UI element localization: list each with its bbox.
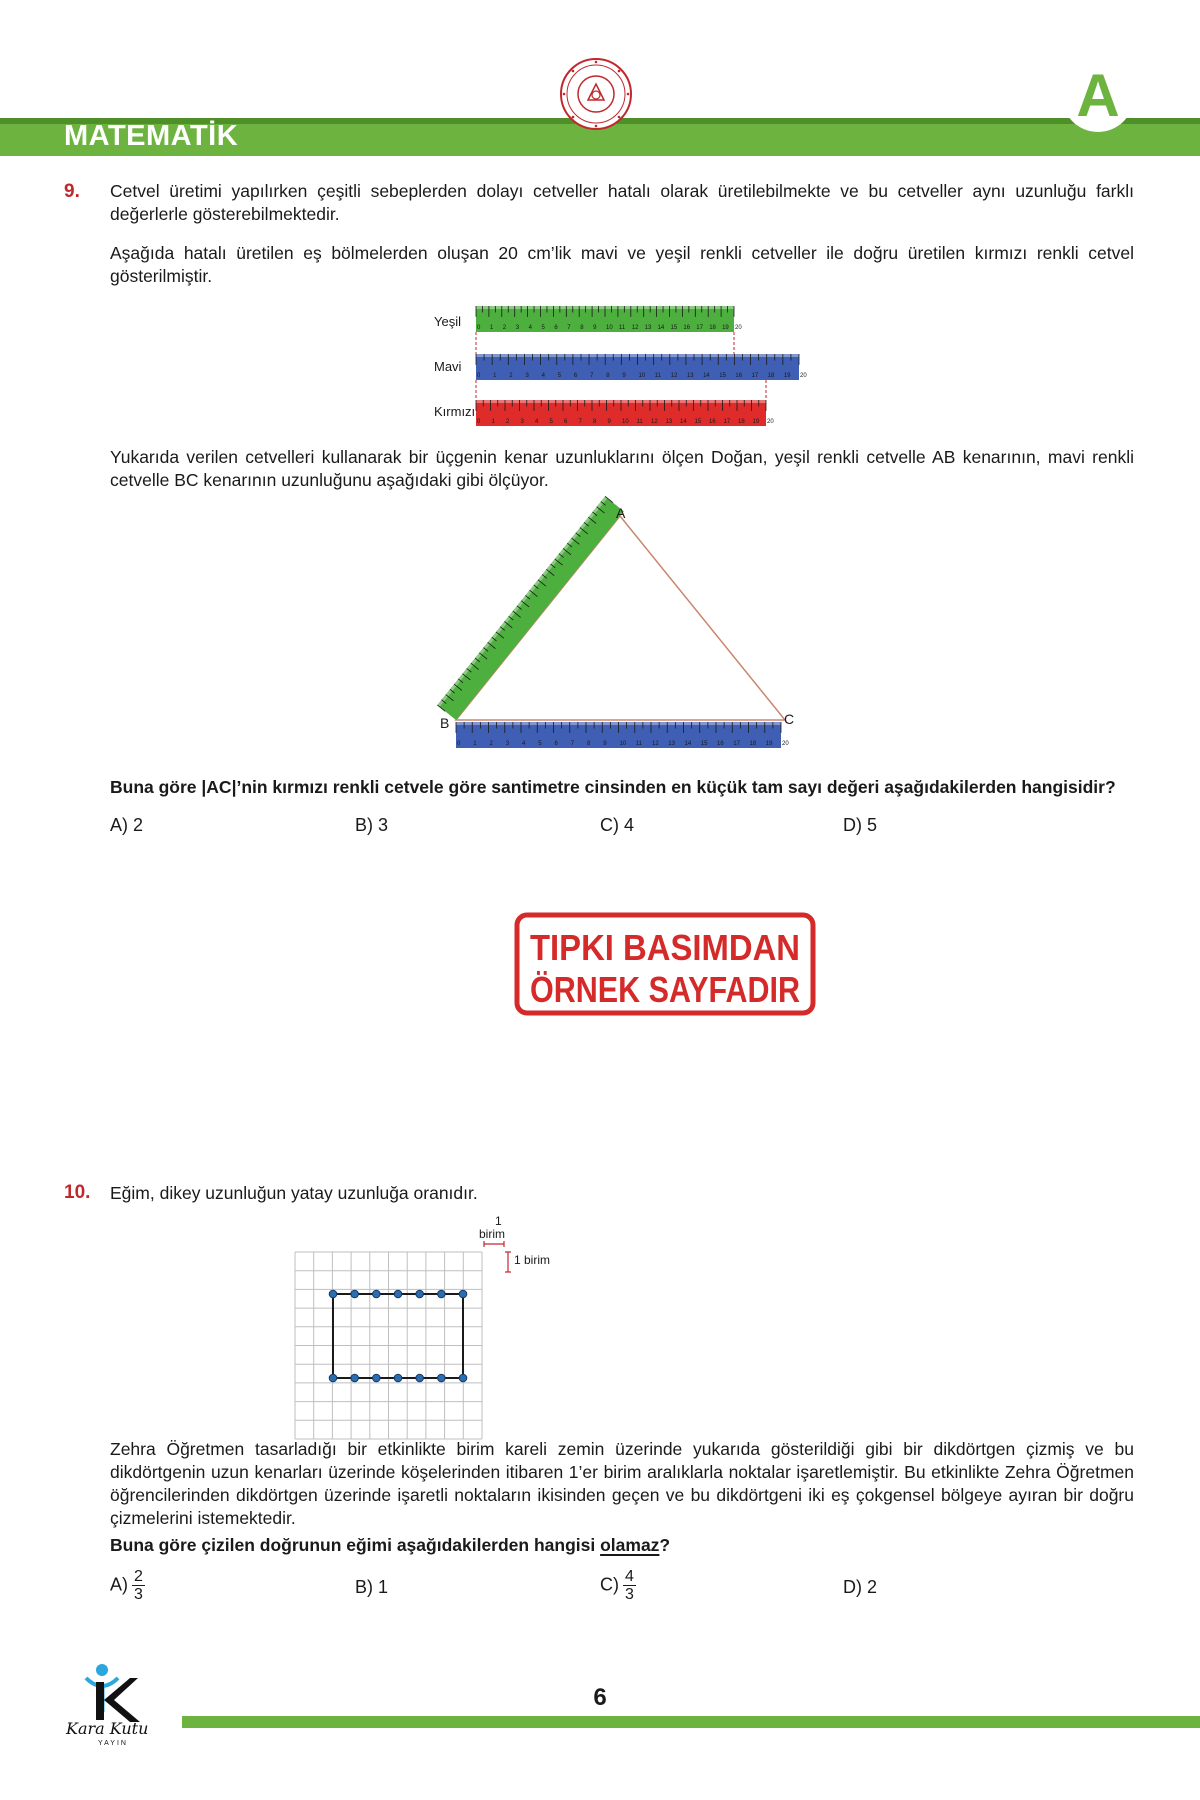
svg-text:6: 6 (573, 373, 578, 379)
rectangle-shape (333, 1294, 463, 1378)
svg-text:18: 18 (749, 741, 757, 747)
sample-page-stamp (514, 912, 816, 1016)
svg-text:17: 17 (723, 419, 731, 425)
svg-text:2: 2 (509, 373, 513, 379)
svg-text:5: 5 (557, 373, 562, 379)
svg-text:12: 12 (651, 419, 658, 425)
svg-text:19: 19 (783, 373, 791, 379)
triangle-abc (456, 516, 785, 720)
svg-text:9: 9 (603, 741, 607, 747)
q9-option-b[interactable]: B) 3 (355, 815, 389, 835)
svg-text:13: 13 (668, 741, 675, 747)
svg-text:19: 19 (765, 741, 773, 747)
svg-text:10: 10 (638, 373, 646, 379)
svg-text:17: 17 (751, 373, 759, 379)
svg-text:3: 3 (520, 419, 524, 425)
svg-text:16: 16 (735, 373, 743, 379)
question-10-intro: Eğim, dikey uzunluğun yatay uzunluğa oranıdır. (110, 1183, 478, 1203)
svg-text:8: 8 (593, 419, 597, 425)
q9-option-c[interactable]: C) 4 (600, 815, 635, 835)
svg-text:12: 12 (631, 325, 639, 331)
svg-text:0: 0 (477, 325, 481, 331)
svg-text:3: 3 (525, 373, 529, 379)
ruler-label-red: Kırmızı (434, 404, 476, 419)
question-10-paragraph: Zehra Öğretmen tasarladığı bir etkinlikte birim kareli zemin üzerinde yukarıda gösterildiği gibi bir dikdörtgen çizmiş ve bu dikdörtgenin uzun kenarları üzerinde köşelerinden itibaren 1’er birim aralıklarla noktalar işaretlemiştir. Bu etkinlikte Zehra Öğretmen öğrencilerinden dikdörtgen üzerinde işaretli noktaların ikisinden geçen ve bu dikdörtgeni iki eş çokgensel bölgeye ayıran bir doğru çizmelerini istemektedir. (110, 1439, 1134, 1528)
svg-text:3: 3 (515, 325, 520, 331)
svg-text:4: 4 (541, 373, 545, 379)
marked-dot-top (373, 1290, 381, 1298)
svg-text:0: 0 (477, 419, 481, 425)
ministry-seal-icon (558, 56, 634, 132)
svg-text:7: 7 (578, 419, 582, 425)
svg-text:4: 4 (535, 419, 539, 425)
svg-text:5: 5 (541, 325, 545, 331)
svg-text:5: 5 (549, 419, 553, 425)
svg-text:7: 7 (570, 741, 575, 747)
blue-ruler (476, 354, 807, 380)
svg-text:1: 1 (473, 741, 477, 747)
marked-dot-top (438, 1290, 446, 1298)
question-10-number: 10. (64, 1182, 91, 1203)
ruler-label-green: Yeşil (434, 314, 461, 329)
svg-text:20: 20 (782, 741, 789, 747)
unit-top-label: birim (479, 1227, 505, 1241)
green-ruler-on-ab (437, 496, 623, 720)
svg-text:10: 10 (619, 741, 627, 747)
svg-text:2: 2 (489, 741, 493, 747)
stamp-line-2: ÖRNEK SAYFADIR (530, 969, 800, 1010)
svg-text:20: 20 (735, 325, 742, 331)
q10-option-d[interactable]: D) 2 (843, 1577, 878, 1597)
grid-figure (280, 1212, 580, 1432)
svg-text:15: 15 (700, 741, 708, 747)
svg-text:14: 14 (684, 741, 692, 747)
svg-text:14: 14 (657, 325, 665, 331)
marked-dot-bottom (438, 1374, 446, 1382)
svg-text:7: 7 (567, 325, 571, 331)
marked-dot-top (459, 1290, 467, 1298)
question-9-prompt: Buna göre |AC|’nin kırmızı renkli cetvele göre santimetre cinsinden en küçük tam sayı değeri aşağıdakilerden hangisidir? (110, 777, 1116, 797)
footer-bar (182, 1716, 1200, 1728)
svg-text:18: 18 (738, 419, 745, 425)
svg-text:18: 18 (767, 373, 775, 379)
marked-dot-top (394, 1290, 402, 1298)
svg-text:6: 6 (554, 325, 558, 331)
question-9-paragraph-1: Cetvel üretimi yapılırken çeşitli sebeplerden dolayı cetveller hatalı olarak üretilebilmekte ve bu cetveller aynı uzunluğu farklı değerlerle gösterebilmektedir. (110, 181, 1134, 224)
svg-text:8: 8 (606, 373, 610, 379)
question-9-number: 9. (64, 181, 80, 202)
svg-text:9: 9 (622, 373, 626, 379)
q10-option-a[interactable]: A) $\frac{2}{3}$ (110, 1568, 143, 1603)
publisher-logo (62, 1660, 172, 1746)
publisher-sub: YAYIN (98, 1740, 128, 1747)
svg-text:9: 9 (593, 325, 597, 331)
svg-text:6: 6 (564, 419, 568, 425)
marked-dot-bottom (394, 1374, 402, 1382)
svg-text:18: 18 (709, 325, 716, 331)
page-number: 6 (593, 1684, 607, 1711)
svg-text:4: 4 (522, 741, 526, 747)
stamp-line-1: TIPKI BASIMDAN (530, 927, 800, 968)
ruler-label-blue: Mavi (434, 359, 462, 374)
vertex-b-label: B (440, 715, 450, 731)
svg-text:16: 16 (717, 741, 724, 747)
svg-text:17: 17 (733, 741, 740, 747)
svg-text:14: 14 (703, 373, 710, 379)
svg-text:11: 11 (618, 325, 626, 331)
green-ruler (476, 306, 742, 332)
svg-text:11: 11 (635, 741, 642, 747)
svg-text:2: 2 (506, 419, 510, 425)
svg-text:8: 8 (580, 325, 584, 331)
svg-text:1: 1 (491, 419, 495, 425)
svg-text:20: 20 (767, 419, 774, 425)
svg-text:6: 6 (554, 741, 558, 747)
svg-text:7: 7 (590, 373, 594, 379)
marked-dot-top (351, 1290, 359, 1298)
unit-side-label: 1 birim (514, 1253, 551, 1267)
svg-text:0: 0 (477, 373, 481, 379)
svg-text:12: 12 (652, 741, 659, 747)
blue-ruler-on-bc (456, 722, 789, 748)
svg-text:1: 1 (489, 325, 494, 331)
q9-option-d[interactable]: D) 5 (843, 815, 878, 835)
q9-option-a[interactable]: A) 2 (110, 815, 144, 835)
svg-text:4: 4 (528, 325, 532, 331)
subject-title: MATEMATİK (64, 120, 239, 152)
vertex-c-label: C (784, 711, 795, 727)
unit-top-number: 1 (495, 1214, 502, 1228)
svg-text:13: 13 (644, 325, 652, 331)
publisher-name: Kara Kutu (66, 1719, 149, 1738)
marked-dot-bottom (373, 1374, 381, 1382)
svg-text:1: 1 (493, 373, 497, 379)
vertex-a-label: A (616, 505, 626, 521)
question-10-keyword: olamaz (600, 1535, 660, 1555)
svg-text:9: 9 (607, 419, 611, 425)
svg-text:17: 17 (696, 325, 703, 331)
svg-text:16: 16 (683, 325, 691, 331)
rulers-figure (420, 296, 810, 432)
svg-text:13: 13 (665, 419, 673, 425)
svg-text:0: 0 (457, 741, 461, 747)
booklet-letter: A (1076, 62, 1120, 129)
svg-text:5: 5 (538, 741, 542, 747)
question-9-paragraph-2: Aşağıda hatalı üretilen eş bölmelerden oluşan 20 cm’lik mavi ve yeşil renkli cetveller ile doğru üretilen kırmızı renkli cetvel gösterilmiştir. (110, 243, 1134, 286)
red-ruler (476, 400, 774, 426)
svg-text:15: 15 (670, 325, 678, 331)
svg-text:19: 19 (752, 419, 760, 425)
svg-text:14: 14 (680, 419, 687, 425)
q10-option-c[interactable]: C) $\frac{4}{3}$ (600, 1568, 634, 1603)
svg-text:20: 20 (800, 373, 807, 379)
svg-text:10: 10 (622, 419, 629, 425)
triangle-figure (420, 500, 810, 760)
svg-text:11: 11 (654, 373, 661, 379)
svg-text:3: 3 (505, 741, 510, 747)
svg-text:12: 12 (670, 373, 678, 379)
marked-dot-bottom (329, 1374, 337, 1382)
marked-dot-bottom (351, 1374, 359, 1382)
svg-text:11: 11 (636, 419, 643, 425)
svg-text:16: 16 (709, 419, 716, 425)
marked-dot-top (416, 1290, 424, 1298)
question-9-paragraph-3: Yukarıda verilen cetvelleri kullanarak bir üçgenin kenar uzunluklarını ölçen Doğan, yeşil renkli cetvelle AB kenarının, mavi renkli cetvelle BC kenarının uzunluğunu aşağıdaki gibi ölçüyor. (110, 447, 1134, 490)
svg-text:15: 15 (694, 419, 702, 425)
svg-text:2: 2 (502, 325, 507, 331)
svg-text:19: 19 (722, 325, 729, 331)
marked-dot-bottom (416, 1374, 424, 1382)
question-10-prompt: Buna göre çizilen doğrunun eğimi aşağıdakilerden hangisi olamaz? (110, 1535, 671, 1555)
q10-option-b[interactable]: B) 1 (355, 1577, 389, 1597)
marked-dot-bottom (459, 1374, 467, 1382)
svg-text:13: 13 (686, 373, 694, 379)
svg-text:15: 15 (719, 373, 726, 379)
marked-dot-top (329, 1290, 337, 1298)
svg-text:8: 8 (587, 741, 591, 747)
svg-text:10: 10 (606, 325, 613, 331)
